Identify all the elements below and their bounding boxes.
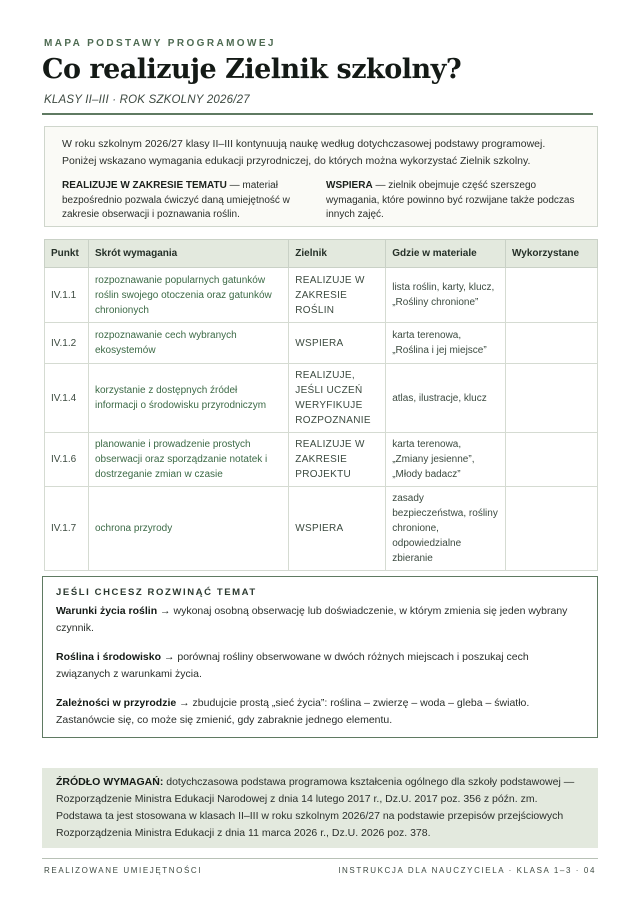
- develop-heading: JEŚLI CHCESZ ROZWINĄĆ TEMAT: [56, 587, 257, 598]
- arrow-icon: →: [176, 697, 193, 709]
- legend-desc: — materiał bezpośrednio pozwala ćwiczyć daną umiejętność w zakresie obserwacji i poznawania roślin.: [62, 180, 290, 220]
- table-row: [45, 364, 598, 433]
- footer-right: INSTRUKCJA DLA NAUCZYCIELA · KLASA 1–3 · 04: [338, 866, 596, 875]
- source-paragraph: [56, 774, 584, 842]
- cell-used[interactable]: [506, 487, 598, 571]
- legend-realizuje: [62, 179, 300, 223]
- page-title: Co realizuje Zielnik szkolny?: [42, 54, 462, 85]
- develop-item: [56, 695, 584, 729]
- cell-zielnik: REALIZUJE W ZAKRESIE PROJEKTU: [289, 433, 386, 487]
- develop-item-term: Warunki życia roślin: [56, 605, 158, 617]
- title-divider: [42, 113, 593, 115]
- develop-item: [56, 603, 584, 637]
- legend-term: WSPIERA: [326, 180, 373, 191]
- arrow-icon: →: [161, 651, 178, 663]
- cell-zielnik: WSPIERA: [289, 323, 386, 364]
- cell-short: rozpoznawanie popularnych gatunków roślin swojego otoczenia oraz gatunków chronionych: [88, 268, 288, 323]
- column-header-zielnik: Zielnik: [289, 240, 386, 268]
- cell-code: IV.1.1: [45, 268, 89, 323]
- cell-short: ochrona przyrody: [88, 487, 288, 571]
- page-subtitle: KLASY II–III · ROK SZKOLNY 2026/27: [44, 94, 250, 106]
- column-header-skrot: Skrót wymagania: [88, 240, 288, 268]
- cell-zielnik: WSPIERA: [289, 487, 386, 571]
- cell-used[interactable]: [506, 323, 598, 364]
- eyebrow-label: MAPA PODSTAWY PROGRAMOWEJ: [44, 38, 276, 49]
- cell-used[interactable]: [506, 364, 598, 433]
- develop-item-text: zbudujcie prostą „sieć życia”: roślina – zwierzę – woda – gleba – światło. Zastanówcie się, co może się zmienić, gdy zabraknie jednego elementu.: [56, 697, 530, 726]
- footer-left: REALIZOWANE UMIEJĘTNOŚCI: [44, 866, 203, 875]
- develop-item-term: Zależności w przyrodzie: [56, 697, 177, 709]
- develop-item: [56, 649, 584, 683]
- column-header-gdzie: Gdzie w materiale: [386, 240, 506, 268]
- column-header-wykorzystane: Wykorzystane: [506, 240, 598, 268]
- cell-short: korzystanie z dostępnych źródeł informacji o środowisku przyrodniczym: [88, 364, 288, 433]
- legend-term: REALIZUJE W ZAKRESIE TEMATU: [62, 180, 227, 191]
- cell-material: karta terenowa, „Roślina i jej miejsce”: [386, 323, 506, 364]
- source-box: [42, 768, 598, 848]
- table-row: [45, 323, 598, 364]
- requirements-table: [44, 239, 598, 571]
- cell-code: IV.1.6: [45, 433, 89, 487]
- column-header-punkt: Punkt: [45, 240, 89, 268]
- legend-desc: — zielnik obejmuje część szerszego wymagania, które powinno być rozwijane także podczas innych zajęć.: [326, 180, 575, 220]
- table-row: [45, 487, 598, 571]
- table-row: [45, 433, 598, 487]
- develop-item-text: wykonaj osobną obserwację lub doświadczenie, w którym zmienia się jeden wybrany czynnik.: [56, 605, 568, 634]
- cell-material: lista roślin, karty, klucz, „Rośliny chronione”: [386, 268, 506, 323]
- cell-used[interactable]: [506, 268, 598, 323]
- table-row: [45, 268, 598, 323]
- cell-material: atlas, ilustracje, klucz: [386, 364, 506, 433]
- cell-zielnik: REALIZUJE, JEŚLI UCZEŃ WERYFIKUJE ROZPOZNANIE: [289, 364, 386, 433]
- intro-paragraph: W roku szkolnym 2026/27 klasy II–III kontynuują naukę według dotychczasowej podstawy programowej. Poniżej wskazano wymagania edukacji przyrodniczej, do których można wykorzystać Zielnik szkolny.: [62, 138, 546, 167]
- table-header-row: [45, 240, 598, 268]
- develop-item-text: porównaj rośliny obserwowane w dwóch różnych miejscach i poszukaj cech związanych z warunkami życia.: [56, 651, 529, 680]
- cell-short: rozpoznawanie cech wybranych ekosystemów: [88, 323, 288, 364]
- cell-short: planowanie i prowadzenie prostych obserwacji oraz sporządzanie notatek i dostrzeganie zmian w czasie: [88, 433, 288, 487]
- cell-material: zasady bezpieczeństwa, rośliny chronione, odpowiedzialne zbieranie: [386, 487, 506, 571]
- develop-item-term: Roślina i środowisko: [56, 651, 162, 663]
- cell-material: karta terenowa, „Zmiany jesienne”, „Młody badacz”: [386, 433, 506, 487]
- intro-box: [44, 126, 598, 227]
- legend-wspiera: [326, 179, 576, 223]
- arrow-icon: →: [157, 605, 174, 617]
- source-term: ŹRÓDŁO WYMAGAŃ:: [56, 776, 164, 788]
- cell-zielnik: REALIZUJE W ZAKRESIE ROŚLIN: [289, 268, 386, 323]
- cell-code: IV.1.2: [45, 323, 89, 364]
- develop-topic-box: [42, 576, 598, 738]
- source-text: dotychczasowa podstawa programowa kształcenia ogólnego dla szkoły podstawowej — Rozporządzenie Ministra Edukacji Narodowej z dnia 14 lutego 2017 r., Dz.U. 2017 poz. 356 z późn. zm. Podstawa ta jest stosowana w klasach II–III w roku szkolnym 2026/27 na podstawie przepisów przejściowych Rozporządzenia Ministra Edukacji z dnia 11 marca 2026 r., Dz.U. 2026 poz. 378.: [56, 776, 575, 839]
- cell-code: IV.1.4: [45, 364, 89, 433]
- cell-code: IV.1.7: [45, 487, 89, 571]
- cell-used[interactable]: [506, 433, 598, 487]
- footer-divider: [42, 858, 598, 859]
